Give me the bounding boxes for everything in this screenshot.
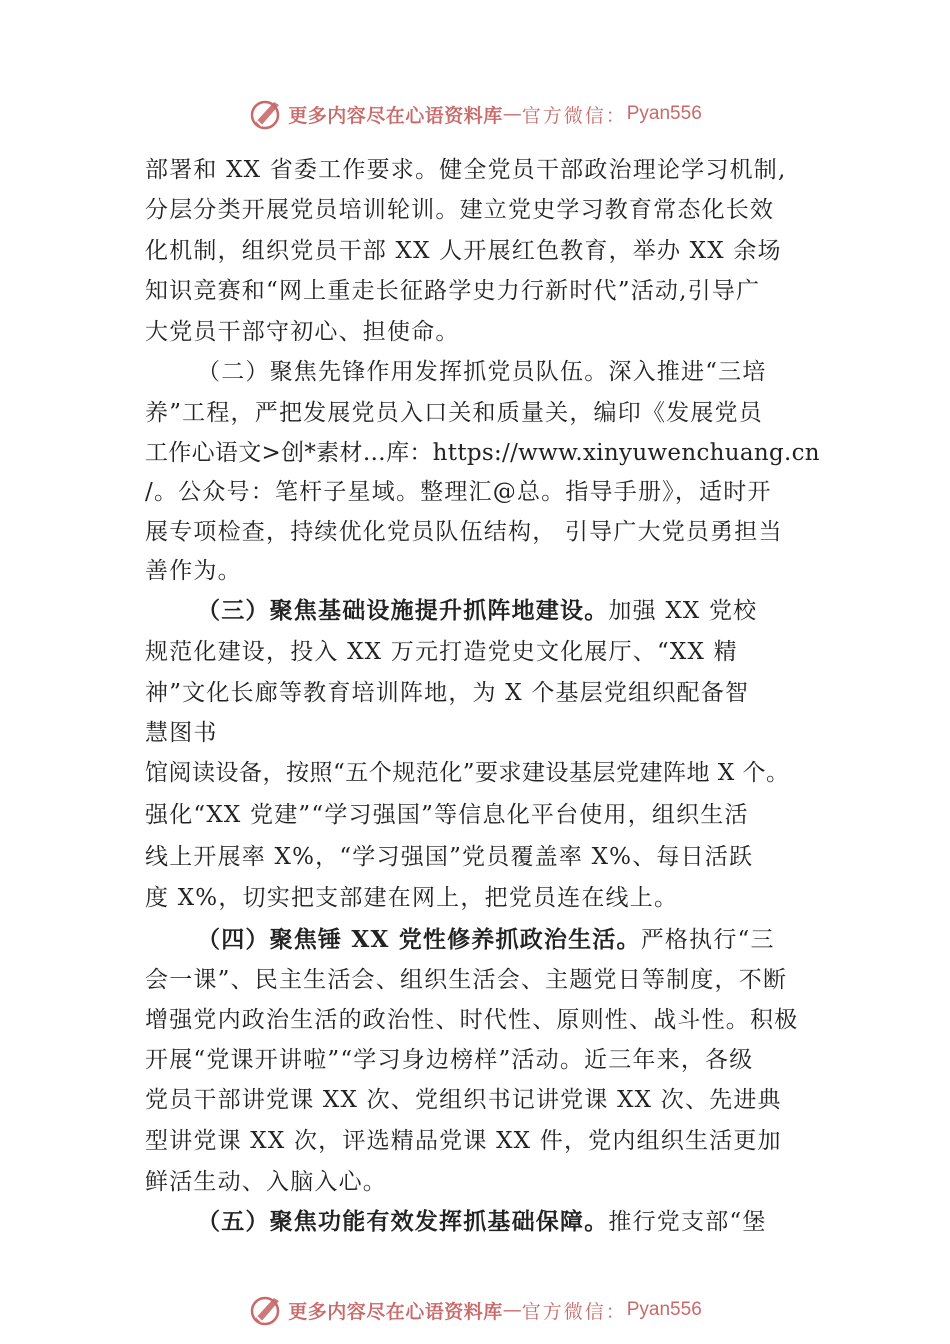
banner-wechat-id: Pyan556 bbox=[626, 103, 702, 124]
text-line: 度 X%，切实把支部建在网上，把党员连在线上。 bbox=[145, 885, 679, 911]
text-line: 神”文化长廊等教育培训阵地，为 X 个基层党组织配备智 bbox=[145, 680, 750, 706]
pen-seal-logo-icon bbox=[248, 1292, 284, 1328]
text-line: 化机制，组织党员干部 XX 人开展红色教育，举办 XX 余场 bbox=[145, 238, 782, 264]
text-line: /。公众号：笔杆子星域。整理汇@总。指导手册》，适时开 bbox=[145, 479, 772, 505]
text-line: 分层分类开展党员培训轮训。建立党史学习教育常态化长效 bbox=[145, 197, 775, 223]
text-line: 型讲党课 XX 次，评选精品党课 XX 件，党内组织生活更加 bbox=[145, 1128, 782, 1154]
text-line: 养”工程，严把发展党员入口关和质量关，编印《发展党员 bbox=[145, 400, 763, 426]
text-line: 馆阅读设备，按照“五个规范化”要求建设基层党建阵地 X 个。 bbox=[145, 760, 790, 786]
text-line: 工作心语文>创*素材…库：https://www.xinyuwenchuang.cn bbox=[145, 440, 820, 466]
text-line: 知识竞赛和“网上重走长征路学史力行新时代”活动,引导广 bbox=[145, 278, 761, 304]
text-line: 鲜活生动、入脑入心。 bbox=[145, 1169, 387, 1195]
text-line: 善作为。 bbox=[145, 558, 242, 584]
text-line: 会一课”、民主生活会、组织生活会、主题党日等制度，不断 bbox=[145, 967, 788, 993]
banner-label: 官方微信： bbox=[521, 104, 627, 127]
footer-banner bbox=[0, 1290, 950, 1330]
text-line: 慧图书 bbox=[145, 720, 218, 746]
text-line: 规范化建设，投入 XX 万元打造党史文化展厅、“XX 精 bbox=[145, 639, 738, 665]
header-banner bbox=[0, 94, 950, 134]
banner-separator: — bbox=[502, 103, 522, 125]
text-line: 党员干部讲党课 XX 次、党组织书记讲党课 XX 次、先进典 bbox=[145, 1087, 782, 1113]
banner-wechat-id: Pyan556 bbox=[626, 1299, 702, 1320]
banner-title: 更多内容尽在心语资料库 bbox=[288, 104, 503, 127]
text-line: 增强党内政治生活的政治性、时代性、原则性、战斗性。积极 bbox=[145, 1007, 799, 1033]
banner-separator: — bbox=[502, 1299, 522, 1321]
section-heading-line: （四）聚焦锤 XX 党性修养抓政治生活。严格执行“三 bbox=[197, 926, 775, 953]
text-line: 部署和 XX 省委工作要求。健全党员干部政治理论学习机制, bbox=[145, 157, 787, 183]
section-heading-line: （三）聚焦基础设施提升抓阵地建设。加强 XX 党校 bbox=[197, 597, 758, 624]
text-line: 强化“XX 党建”“学习强国”等信息化平台使用，组织生活 bbox=[145, 802, 749, 828]
text-line: 大党员干部守初心、担使命。 bbox=[145, 319, 460, 345]
text-line: 展专项检查，持续优化党员队伍结构， 引导广大党员勇担当 bbox=[145, 519, 783, 545]
banner-label: 官方微信： bbox=[521, 1300, 627, 1323]
section-heading-line: （五）聚焦功能有效发挥抓基础保障。推行党支部“堡 bbox=[197, 1208, 767, 1235]
text-line: 线上开展率 X%，“学习强国”党员覆盖率 X%、每日活跃 bbox=[145, 844, 754, 870]
section-heading-line: （二）聚焦先锋作用发挥抓党员队伍。深入推进“三培 bbox=[197, 359, 767, 385]
pen-seal-logo-icon bbox=[248, 96, 284, 132]
banner-title: 更多内容尽在心语资料库 bbox=[288, 1300, 503, 1323]
text-line: 开展“党课开讲啦”“学习身边榜样”活动。近三年来，各级 bbox=[145, 1047, 754, 1073]
